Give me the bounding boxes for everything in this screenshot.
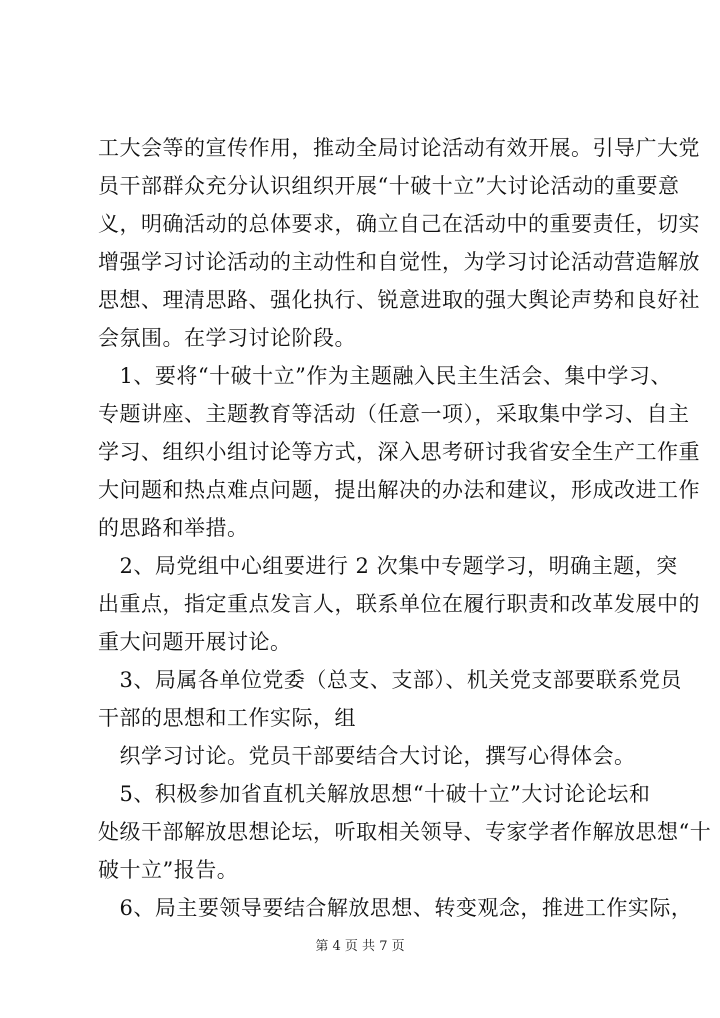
text-line: 的思路和举措。 <box>98 516 249 540</box>
text-line: 破十立”报告。 <box>98 858 239 882</box>
text-line: 大问题和热点难点问题，提出解决的办法和建议，形成改进工作 <box>98 478 700 502</box>
text-line: 2、局党组中心组要进行 2 次集中专题学习，明确主题，突 <box>98 554 678 578</box>
page-number-footer: 第 4 页 共 7 页 <box>315 939 405 954</box>
text-line: 员干部群众充分认识组织开展“十破十立”大讨论活动的重要意 <box>98 174 680 198</box>
text-line: 1、要将“十破十立”作为主题融入民主生活会、集中学习、 <box>98 364 672 388</box>
text-line: 会氛围。在学习讨论阶段。 <box>98 326 356 350</box>
text-line: 增强学习讨论活动的主动性和自觉性，为学习讨论活动营造解放 <box>98 250 700 274</box>
text-line: 工大会等的宣传作用，推动全局讨论活动有效开展。引导广大党 <box>98 136 700 160</box>
text-line: 干部的思想和工作实际，组 <box>98 706 356 730</box>
text-line: 出重点，指定重点发言人，联系单位在履行职责和改革发展中的 <box>98 592 700 616</box>
text-line: 义，明确活动的总体要求，确立自己在活动中的重要责任，切实 <box>98 212 700 236</box>
text-line: 5、积极参加省直机关解放思想“十破十立”大讨论论坛和 <box>98 782 651 806</box>
text-line: 学习、组织小组讨论等方式，深入思考研讨我省安全生产工作重 <box>98 440 700 464</box>
text-line: 6、局主要领导要结合解放思想、转变观念，推进工作实际， <box>98 896 693 920</box>
text-line: 处级干部解放思想论坛，听取相关领导、专家学者作解放思想“十 <box>98 820 712 844</box>
text-line: 织学习讨论。党员干部要结合大讨论，撰写心得体会。 <box>98 744 636 768</box>
text-line: 重大问题开展讨论。 <box>98 630 292 654</box>
text-line: 思想、理清思路、强化执行、锐意进取的强大舆论声势和良好社 <box>98 288 700 312</box>
text-line: 专题讲座、主题教育等活动（任意一项），采取集中学习、自主 <box>98 402 690 426</box>
text-line: 3、局属各单位党委（总支、支部）、机关党支部要联系党员 <box>98 668 682 692</box>
